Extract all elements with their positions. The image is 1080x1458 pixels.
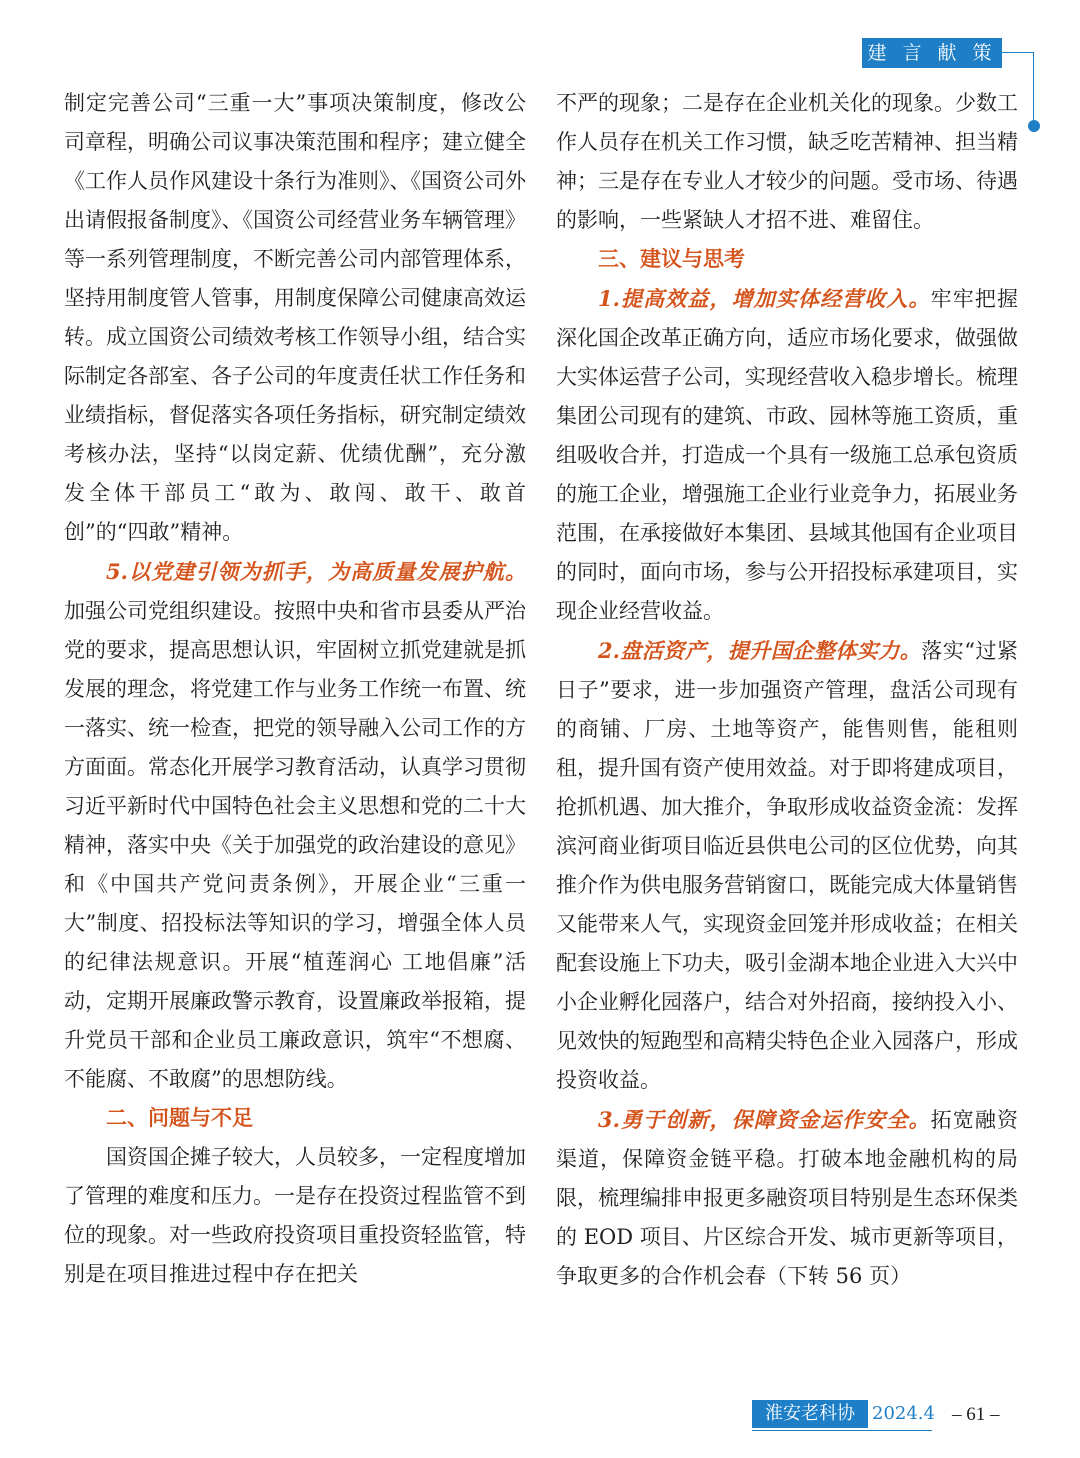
left-paragraph-1: 制定完善公司“三重一大”事项决策制度，修改公司章程，明确公司议事决策范围和程序；建立健全《工作人员作风建设十条行为准则》、《国资公司外出请假报备制度》、《国资公司经营业务车辆管理》等一系列管理制度，不断完善公司内部管理体系，坚持用制度管人管事，用制度保障公司健康高效运转。成立国资公司绩效考核工作领导小组，结合实际制定各部室、各子公司的年度责任状工作任务和业绩指标，督促落实各项任务指标，研究制定绩效考核办法，坚持“以岗定薪、优绩优酬”，充分激发全体干部员工“敢为、敢闯、敢干、敢首创”的“四敢”精神。 (64, 91, 526, 544)
journal-name: 淮安老科协 (752, 1400, 868, 1428)
right-paragraph-1: 不严的现象；二是存在企业机关化的现象。少数工作人员存在机关工作习惯，缺乏吃苦精神、担当精神；三是存在专业人才较少的问题。受市场、待遇的影响，一些紧缺人才招不进、难留住。 (556, 91, 1018, 232)
subsection-3-body: 拓宽融资渠道，保障资金链平稳。打破本地金融机构的局限，梳理编排申报更多融资项目特别是生态环保类的 EOD 项目、片区综合开发、城市更新等项目，争取更多的合作机会春（下转 56 页） (556, 1108, 1019, 1288)
subsection-2 (556, 631, 1018, 1100)
subsection-3 (556, 1100, 1018, 1296)
subsection-1 (556, 279, 1018, 631)
section-2-body: 国资国企摊子较大，人员较多，一定程度增加了管理的难度和压力。一是存在投资过程监管不到位的现象。对一些政府投资项目重投资轻监管，特别是在项目推进过程中存在把关 (64, 1145, 526, 1286)
subsection-5-body: 加强公司党组织建设。按照中央和省市县委从严治党的要求，提高思想认识，牢固树立抓党建就是抓发展的理念，将党建工作与业务工作统一布置、统一落实、统一检查，把党的领导融入公司工作的方方面面。常态化开展学习教育活动，认真学习贯彻习近平新时代中国特色社会主义思想和党的二十大精神，落实中央《关于加强党的政治建设的意见》和《中国共产党问责条例》，开展企业“三重一大”制度、招投标法等知识的学习，增强全体人员的纪律法规意识。开展“植莲润心 工地倡廉”活动，定期开展廉政警示教育，设置廉政举报箱，提升党员干部和企业员工廉政意识，筑牢“不想腐、不能腐、不敢腐”的思想防线。 (64, 599, 526, 1091)
section-3-heading: 三、建议与思考 (598, 247, 745, 271)
subsection-3-heading: 3.勇于创新，保障资金运作安全。 (598, 1107, 931, 1132)
section-2-heading: 二、问题与不足 (106, 1106, 253, 1130)
left-column (64, 84, 526, 1294)
subsection-5-heading: 5.以党建引领为抓手，为高质量发展护航。 (106, 559, 526, 584)
subsection-1-body: 牢牢把握深化国企改革正确方向，适应市场化要求，做强做大实体运营子公司，实现经营收入稳步增长。梳理集团公司现有的建筑、市政、园林等施工资质，重组吸收合并，打造成一个具有一级施工总承包资质的施工企业，增强施工企业行业竞争力，拓展业务范围，在承接做好本集团、县域其他国有企业项目的同时，面向市场，参与公开招投标承建项目，实现企业经营收益。 (556, 287, 1019, 623)
subsection-1-heading: 1.提高效益，增加实体经营收入。 (598, 286, 931, 311)
page-number: – 61 – (952, 1404, 1000, 1425)
section-tag: 建 言 献 策 (862, 38, 1002, 68)
right-column (556, 84, 1018, 1296)
footer-rule (752, 1430, 932, 1431)
issue-number: 2024.4 (872, 1403, 935, 1424)
subsection-2-body: 落实“过紧日子”要求，进一步加强资产管理，盘活公司现有的商铺、厂房、土地等资产，能售则售，能租则租，提升国有资产使用效益。对于即将建成项目，抢抓机遇、加大推介，争取形成收益资金流：发挥滨河商业街项目临近县供电公司的区位优势，向其推介作为供电服务营销窗口，既能完成大体量销售又能带来人气，实现资金回笼并形成收益；在相关配套设施上下功夫，吸引金湖本地企业进入大兴中小企业孵化园落户，结合对外招商，接纳投入小、见效快的短跑型和高精尖特色企业入园落户，形成投资收益。 (556, 639, 1018, 1092)
subsection-2-heading: 2.盘活资产，提升国企整体实力。 (598, 638, 922, 663)
subsection-5 (64, 552, 526, 1099)
tag-connector-dot (1028, 120, 1040, 132)
